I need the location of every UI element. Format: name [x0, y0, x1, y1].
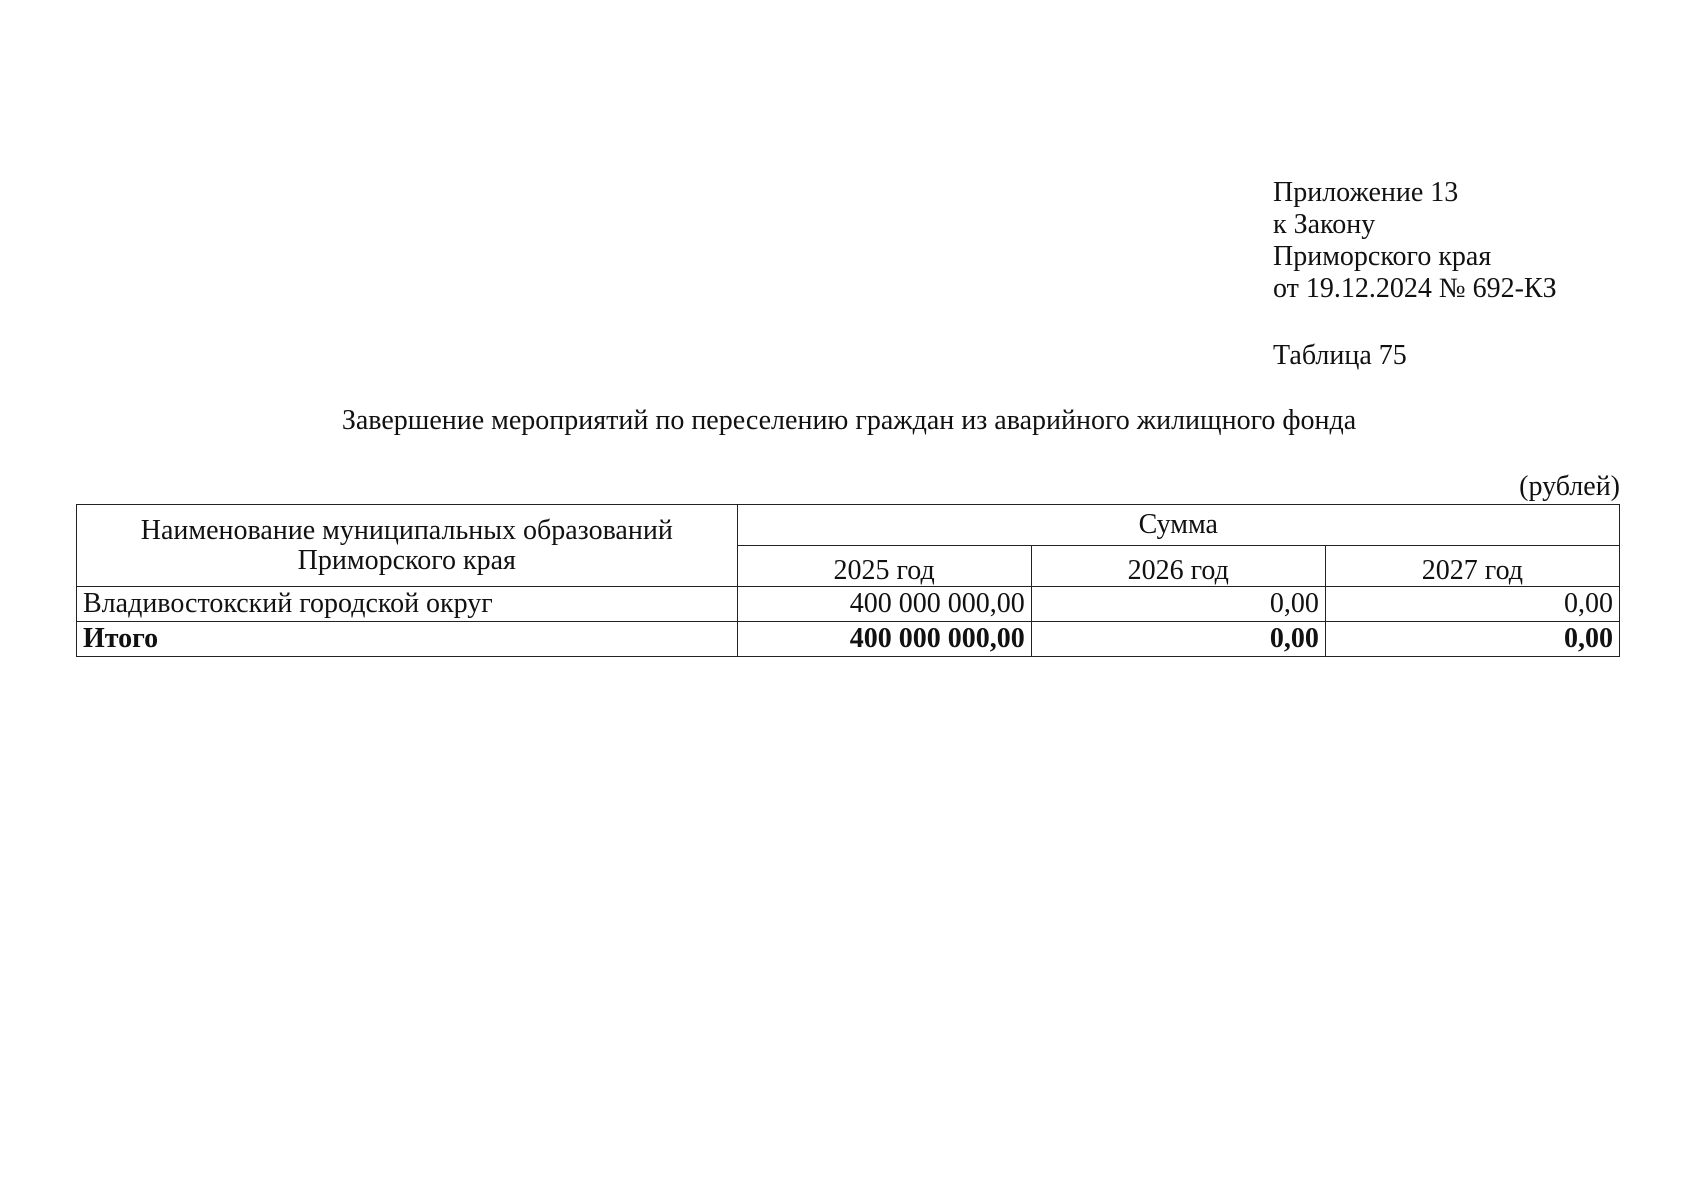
total-value-2027: 0,00 [1325, 622, 1619, 657]
header-municipality [77, 505, 738, 587]
funding-table [76, 504, 1620, 657]
header-year-2025: 2025 год [737, 546, 1031, 587]
total-value-2026: 0,00 [1031, 622, 1325, 657]
table-total-row [77, 622, 1620, 657]
total-value-2025: 400 000 000,00 [737, 622, 1031, 657]
units-label: (рублей) [1519, 471, 1620, 502]
appendix-date-number: от 19.12.2024 № 692-КЗ [1273, 273, 1557, 304]
appendix-number: Приложение 13 [1273, 177, 1459, 208]
table-number: Таблица 75 [1273, 340, 1407, 371]
header-year-2026: 2026 год [1031, 546, 1325, 587]
header-sum: Сумма [737, 505, 1619, 546]
header-municipality-line2: Приморского края [297, 544, 516, 576]
appendix-region: Приморского края [1273, 241, 1492, 272]
header-year-2027: 2027 год [1325, 546, 1619, 587]
table-row [77, 587, 1620, 622]
row-value-2025: 400 000 000,00 [737, 587, 1031, 622]
row-value-2026: 0,00 [1031, 587, 1325, 622]
document-title: Завершение мероприятий по переселению граждан из аварийного жилищного фонда [341, 405, 1357, 436]
row-value-2027: 0,00 [1325, 587, 1619, 622]
total-label: Итого [77, 622, 738, 657]
table-header-row [77, 505, 1620, 546]
appendix-law-ref: к Закону [1273, 209, 1376, 240]
appendix-block [1273, 177, 1557, 305]
header-municipality-line1: Наименование муниципальных образований [140, 514, 673, 546]
row-municipality-name: Владивостокский городской округ [77, 587, 738, 622]
